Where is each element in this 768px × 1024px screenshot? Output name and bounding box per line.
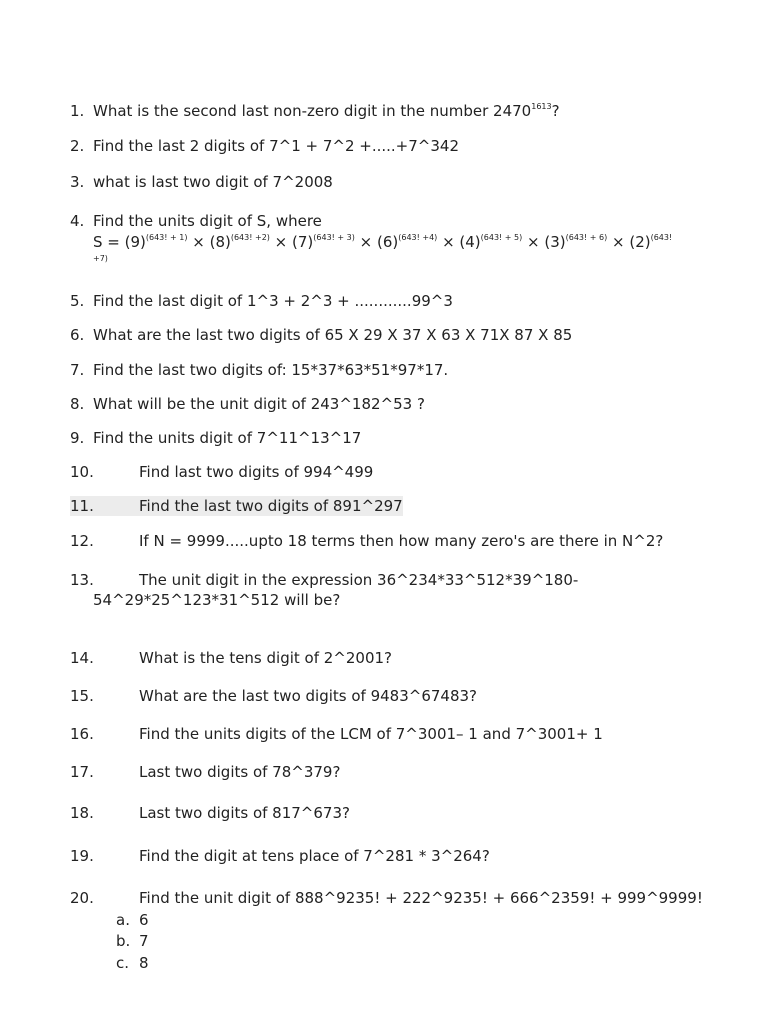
question-number: 8. (70, 395, 85, 413)
question-text: If N = 9999.....upto 18 terms then how many zero's are there in N^2? (139, 532, 664, 550)
question-text: The unit digit in the expression 36^234*33^512*39^180- (139, 571, 579, 589)
question-number: 3. (70, 173, 85, 191)
highlight (70, 496, 403, 516)
question-text: Find the last two digits of 891^297 (139, 497, 403, 515)
question-1 (70, 102, 560, 121)
question-10 (70, 463, 373, 482)
question-number: 11. (70, 497, 94, 515)
question-text: What is the second last non-zero digit in the number 2470 (93, 102, 532, 120)
question-number: 5. (70, 292, 85, 310)
question-20 (70, 889, 703, 908)
question-number: 15. (70, 687, 94, 705)
question-6 (70, 326, 572, 345)
question-text: Find the units digit of S, where (93, 212, 322, 230)
question-15 (70, 687, 477, 706)
question-13-continued: 54^29*25^123*31^512 will be? (93, 591, 341, 609)
question-11 (70, 497, 403, 516)
question-8 (70, 395, 425, 414)
question-number: 14. (70, 649, 94, 667)
question-4-exponent-wrap: +7) (93, 254, 108, 263)
question-number: 1. (70, 102, 85, 120)
question-14 (70, 649, 392, 668)
term-7: × (7) (269, 233, 314, 251)
exponent: (643! +4) (398, 233, 438, 242)
question-number: 2. (70, 137, 85, 155)
option-letter: c. (116, 954, 130, 972)
question-9 (70, 429, 361, 448)
exponent: (643! + 3) (313, 233, 355, 242)
question-4 (70, 212, 322, 231)
exponent: 1613 (531, 102, 552, 111)
question-number: 19. (70, 847, 94, 865)
question-number: 16. (70, 725, 94, 743)
question-text: Find the last 2 digits of 7^1 + 7^2 +.....+7^342 (93, 137, 459, 155)
term-2: × (2) (607, 233, 651, 251)
question-18 (70, 804, 350, 823)
question-text: Find the digit at tens place of 7^281 * 3^264? (139, 847, 490, 865)
question-text: What are the last two digits of 9483^67483? (139, 687, 477, 705)
option-letter: a. (116, 911, 130, 929)
question-text: Find the units digits of the LCM of 7^3001– 1 and 7^3001+ 1 (139, 725, 603, 743)
question-17 (70, 763, 340, 782)
option-value: 6 (139, 911, 149, 929)
question-text: Find the units digit of 7^11^13^17 (93, 429, 362, 447)
question-13 (70, 571, 578, 590)
exponent: (643! (650, 233, 673, 242)
term-4: × (4) (437, 233, 481, 251)
question-number: 10. (70, 463, 94, 481)
question-text: what is last two digit of 7^2008 (93, 173, 333, 191)
question-number: 17. (70, 763, 94, 781)
exponent: (643! + 6) (565, 233, 608, 242)
question-text: What will be the unit digit of 243^182^53 ? (93, 395, 425, 413)
question-number: 13. (70, 571, 94, 589)
question-text: Find the unit digit of 888^9235! + 222^9235! + 666^2359! + 999^9999! (139, 889, 703, 907)
question-text-end: ? (551, 102, 560, 120)
question-number: 12. (70, 532, 94, 550)
question-5 (70, 292, 453, 311)
question-text: Find the last digit of 1^3 + 2^3 + ............99^3 (93, 292, 453, 310)
exponent: (643! + 1) (145, 233, 188, 242)
option-c (116, 954, 149, 973)
question-3 (70, 173, 333, 192)
question-7 (70, 361, 448, 380)
question-number: 20. (70, 889, 94, 907)
term-9: S = (9) (93, 233, 146, 251)
term-6: × (6) (354, 233, 399, 251)
option-value: 7 (139, 932, 149, 950)
question-16 (70, 725, 603, 744)
question-text: What are the last two digits of 65 X 29 X 37 X 63 X 71X 87 X 85 (93, 326, 573, 344)
question-number: 4. (70, 212, 85, 230)
question-text: What is the tens digit of 2^2001? (139, 649, 393, 667)
option-a (116, 911, 149, 930)
question-text: Find the last two digits of: 15*37*63*51*97*17. (93, 361, 449, 379)
term-3: × (3) (522, 233, 566, 251)
option-letter: b. (116, 932, 131, 950)
option-value: 8 (139, 954, 149, 972)
question-text: Last two digits of 78^379? (139, 763, 341, 781)
exponent: (643! +2) (230, 233, 270, 242)
question-number: 18. (70, 804, 94, 822)
question-4-expression (93, 233, 672, 252)
exponent: (643! + 5) (480, 233, 523, 242)
question-text: Find last two digits of 994^499 (139, 463, 374, 481)
question-number: 7. (70, 361, 85, 379)
question-number: 9. (70, 429, 85, 447)
question-text: Last two digits of 817^673? (139, 804, 350, 822)
term-8: × (8) (187, 233, 231, 251)
question-number: 6. (70, 326, 85, 344)
option-b (116, 932, 149, 951)
question-2 (70, 137, 459, 156)
question-19 (70, 847, 490, 866)
question-12 (70, 532, 663, 551)
